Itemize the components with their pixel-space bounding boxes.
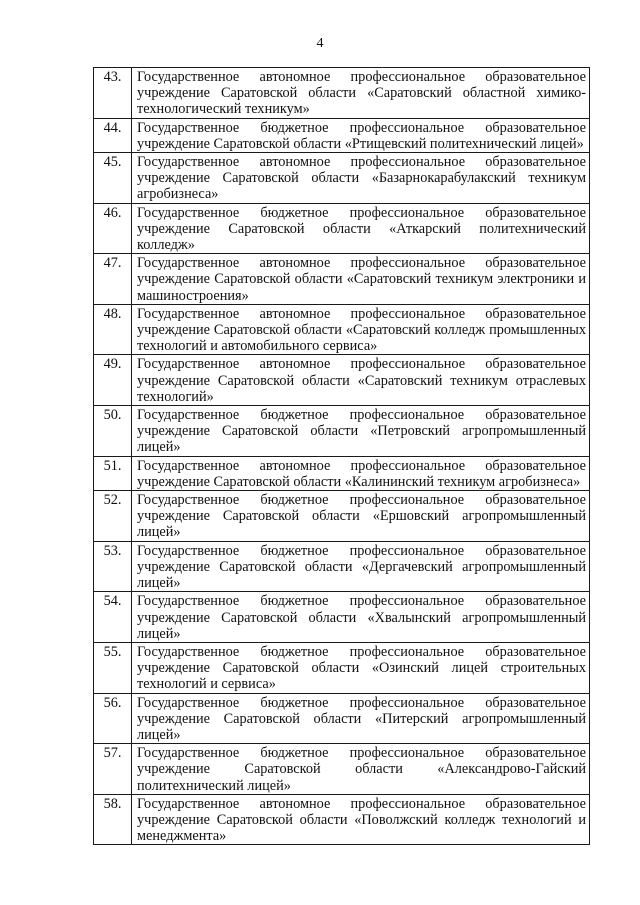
row-number: 49. <box>94 355 132 406</box>
table-row <box>94 491 590 542</box>
institution-name: Государственное бюджетное профессиональное образовательное учреждение Саратовской области «Питерский агропромышленный лицей» <box>132 693 590 744</box>
page-number: 4 <box>316 36 324 51</box>
table-row <box>94 744 590 795</box>
institutions-table <box>93 67 590 845</box>
row-number: 48. <box>94 304 132 355</box>
table-row <box>94 153 590 204</box>
table-row <box>94 203 590 254</box>
institution-name: Государственное бюджетное профессиональное образовательное учреждение Саратовской области «Озинский лицей строительных технологий и сервиса» <box>132 642 590 693</box>
table-row <box>94 254 590 305</box>
row-number: 57. <box>94 744 132 795</box>
row-number: 47. <box>94 254 132 305</box>
row-number: 56. <box>94 693 132 744</box>
institution-name: Государственное автономное профессиональное образовательное учреждение Саратовской области «Саратовский техникум отраслевых технологий» <box>132 355 590 406</box>
row-number: 46. <box>94 203 132 254</box>
institution-name: Государственное бюджетное профессиональное образовательное учреждение Саратовской области «Ртищевский политехнический лицей» <box>132 118 590 152</box>
institution-name: Государственное автономное профессиональное образовательное учреждение Саратовской области «Поволжский колледж технологий и менеджмента» <box>132 794 590 845</box>
table-row <box>94 541 590 592</box>
row-number: 52. <box>94 491 132 542</box>
table-row <box>94 642 590 693</box>
row-number: 44. <box>94 118 132 152</box>
institution-name: Государственное автономное профессиональное образовательное учреждение Саратовской области «Саратовский техникум электроники и машиностроения» <box>132 254 590 305</box>
institution-name: Государственное бюджетное профессиональное образовательное учреждение Саратовской области «Петровский агропромышленный лицей» <box>132 406 590 457</box>
table-row <box>94 68 590 119</box>
row-number: 55. <box>94 642 132 693</box>
institution-name: Государственное автономное профессиональное образовательное учреждение Саратовской области «Саратовский колледж промышленных технологий и автомобильного сервиса» <box>132 304 590 355</box>
row-number: 53. <box>94 541 132 592</box>
institution-name: Государственное автономное профессиональное образовательное учреждение Саратовской области «Саратовский областной химико-технологический техникум» <box>132 68 590 119</box>
row-number: 50. <box>94 406 132 457</box>
row-number: 45. <box>94 153 132 204</box>
table-row <box>94 406 590 457</box>
table-row <box>94 794 590 845</box>
institution-name: Государственное автономное профессиональное образовательное учреждение Саратовской области «Базарнокарабулакский техникум агробизнеса» <box>132 153 590 204</box>
institution-name: Государственное бюджетное профессиональное образовательное учреждение Саратовской области «Хвалынский агропромышленный лицей» <box>132 592 590 643</box>
row-number: 54. <box>94 592 132 643</box>
institution-name: Государственное бюджетное профессиональное образовательное учреждение Саратовской области «Аткарский политехнический колледж» <box>132 203 590 254</box>
institution-name: Государственное бюджетное профессиональное образовательное учреждение Саратовской области «Александрово-Гайский политехнический лицей» <box>132 744 590 795</box>
table-row <box>94 304 590 355</box>
row-number: 43. <box>94 68 132 119</box>
institution-name: Государственное бюджетное профессиональное образовательное учреждение Саратовской области «Дергачевский агропромышленный лицей» <box>132 541 590 592</box>
table-row <box>94 693 590 744</box>
row-number: 51. <box>94 456 132 490</box>
table-row <box>94 118 590 152</box>
table-row <box>94 592 590 643</box>
table-row <box>94 355 590 406</box>
institution-name: Государственное автономное профессиональное образовательное учреждение Саратовской области «Калининский техникум агробизнеса» <box>132 456 590 490</box>
institution-name: Государственное бюджетное профессиональное образовательное учреждение Саратовской области «Ершовский агропромышленный лицей» <box>132 491 590 542</box>
row-number: 58. <box>94 794 132 845</box>
table-row <box>94 456 590 490</box>
